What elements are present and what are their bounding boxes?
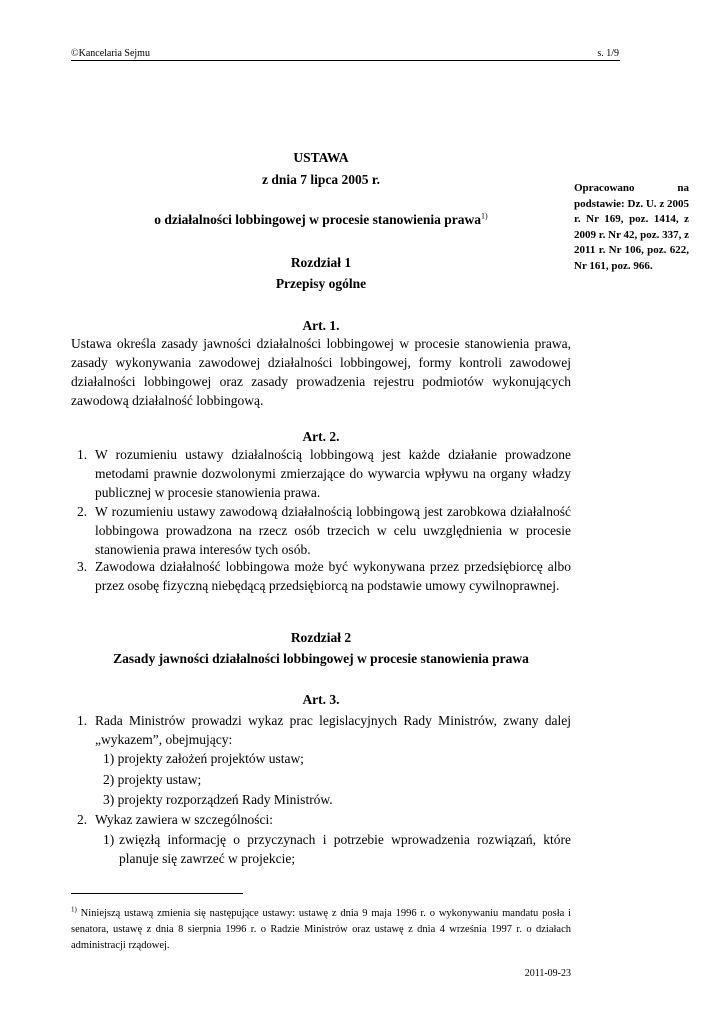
art3-item-2 <box>71 810 571 829</box>
art3-item-2-num: 2. <box>77 812 88 827</box>
art3-subitem-1: 1) projekty założeń projektów ustaw; <box>103 751 304 766</box>
art2-item-1-text: W rozumieniu ustawy działalnością lobbingową jest każde działanie prowadzone metodami prawnie dozwolonymi zmierzające do wywarcia wpływu na organy władzy publicznej w procesie stanowienia prawa. <box>95 447 571 500</box>
art3-heading: Art. 3. <box>302 692 340 707</box>
chapter2-number: Rozdział 2 <box>290 630 352 645</box>
art2-heading: Art. 2. <box>302 429 340 444</box>
footnote <box>71 906 571 954</box>
footnote-ref: 1) <box>481 211 488 221</box>
art2-item-2 <box>71 502 571 559</box>
footnote-mark: 1) <box>71 905 77 914</box>
chapter1-number: Rozdział 1 <box>290 255 352 270</box>
art3-item-1-num: 1. <box>77 713 88 728</box>
art2-item-3-text: Zawodowa działalność lobbingowa może być wykonywana przez przedsiębiorcę albo przez osobę fizyczną niebędącą przedsiębiorcą na podstawie umowy cywilnoprawnej. <box>95 559 571 593</box>
art2-item-3-num: 3. <box>77 559 88 574</box>
art3-item-1 <box>71 711 571 749</box>
art2-item-1-num: 1. <box>77 447 88 462</box>
source-note: Opracowano na podstawie: Dz. U. z 2005 r. Nr 169, poz. 1414, z 2009 r. Nr 42, poz. 337, z 2011 r. Nr 106, poz. 622, Nr 161, poz. 966. <box>574 182 689 272</box>
chapter1-title: Przepisy ogólne <box>275 276 367 291</box>
header-left: ©Kancelaria Sejmu <box>71 48 150 59</box>
act-date: z dnia 7 lipca 2005 r. <box>261 172 380 187</box>
footnote-text: Niniejszą ustawą zmienia się następujące ustawy: ustawę z dnia 9 maja 1996 r. o wykonywaniu mandatu posła i senatora, ustawę z dnia 8 sierpnia 1996 r. o Radzie Ministrów oraz ustawę z dnia 4 września 1997 r. o działach administracji rządowej. <box>71 908 572 951</box>
art3-item-2-subitem-1-text: zwięzłą informację o przyczynach i potrzebie wprowadzenia rozwiązań, które planuje się zawrzeć w projekcie; <box>119 832 571 866</box>
page-number: s. 1/9 <box>597 48 619 59</box>
footer-date: 2011-09-23 <box>524 968 571 979</box>
art3-item-2-text: Wykaz zawiera w szczególności: <box>95 812 273 827</box>
art3-subitem-3: 3) projekty rozporządzeń Rady Ministrów. <box>103 792 333 807</box>
header-rule <box>71 60 620 61</box>
art2-item-3 <box>71 557 571 595</box>
art2-item-2-text: W rozumieniu ustawy zawodową działalnością lobbingową jest zarobkowa działalność lobbingowa prowadzona na rzecz osób trzecich w celu uwzględnienia w procesie stanowienia prawa interesów tych osób. <box>95 504 571 557</box>
art3-item-2-subitem-1 <box>103 830 571 868</box>
art2-item-1 <box>71 445 571 502</box>
art2-item-2-num: 2. <box>77 504 88 519</box>
act-subject-text: o działalności lobbingowej w procesie stanowienia prawa <box>154 212 482 227</box>
art3-item-2-subitem-1-num: 1) <box>103 832 115 847</box>
art1-text: Ustawa określa zasady jawności działalności lobbingowej w procesie stanowienia prawa, zasady wykonywania zawodowej działalności lobbingowej, formy kontroli zawodowej działalności lobbingowej oraz zasady prowadzenia rejestru podmiotów wykonujących zawodową działalność lobbingową. <box>71 336 571 408</box>
act-subject <box>71 212 571 228</box>
art1-heading: Art. 1. <box>302 318 340 333</box>
chapter2-title: Zasady jawności działalności lobbingowej w procesie stanowienia prawa <box>113 651 529 666</box>
footnote-rule <box>71 893 243 894</box>
art3-subitem-2: 2) projekty ustaw; <box>103 772 202 787</box>
act-type: USTAWA <box>293 150 349 165</box>
art3-item-1-text: Rada Ministrów prowadzi wykaz prac legislacyjnych Rady Ministrów, zwany dalej „wykazem”, obejmujący: <box>95 713 571 747</box>
